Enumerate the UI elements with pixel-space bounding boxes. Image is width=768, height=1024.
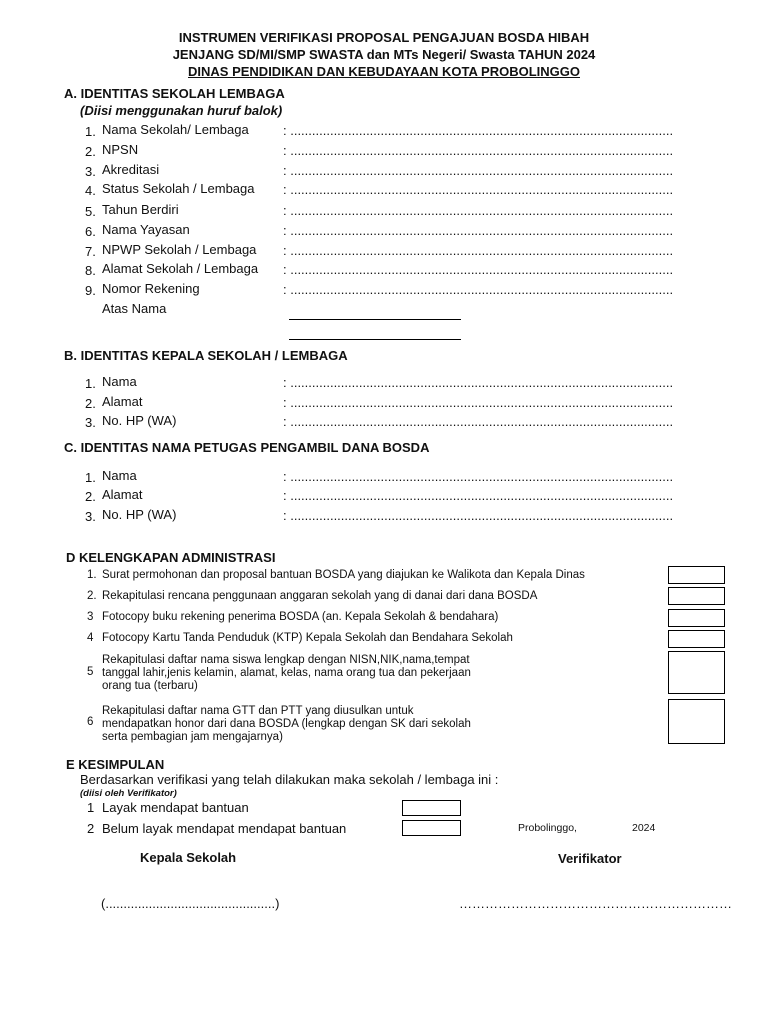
year-label: 2024 [632,822,656,834]
atas-nama-line-2[interactable] [289,339,461,340]
d-item-6-checkbox[interactable] [668,699,725,744]
d-item-5-checkbox[interactable] [668,651,725,694]
d-item-4-text: Fotocopy Kartu Tanda Penduduk (KTP) Kepala Sekolah dan Bendahara Sekolah [102,632,513,644]
a-item-2-field[interactable]: : .......................................................................................................... [283,143,674,158]
signature-left-title: Kepala Sekolah [140,850,237,865]
e-option-2-label: Belum layak mendapat mendapat bantuan [102,821,347,836]
a-item-8-num: 8. [85,263,96,278]
d-item-6-line-2: mendapatkan honor dari dana BOSDA (lengkap dengan SK dari sekolah [102,718,471,730]
section-a-note: (Diisi menggunakan huruf balok) [80,103,283,118]
a-item-2-num: 2. [85,144,96,159]
a-item-9-field[interactable]: : .......................................................................................................... [283,282,674,297]
a-item-5-field[interactable]: : .......................................................................................................... [283,203,674,218]
a-item-9-label: Nomor Rekening [102,281,200,296]
a-item-5-label: Tahun Berdiri [102,202,179,217]
d-item-3-checkbox[interactable] [668,609,725,627]
d-item-6-line-3: serta pembagian jam mengajarnya) [102,731,283,743]
b-item-1-num: 1. [85,376,96,391]
a-item-8-field[interactable]: : .......................................................................................................... [283,262,674,277]
title-line-3: DINAS PENDIDIKAN DAN KEBUDAYAAN KOTA PROBOLINGGO [188,64,580,79]
d-item-2-num: 2. [87,590,97,602]
e-option-1-checkbox[interactable] [402,800,461,816]
section-e-intro: Berdasarkan verifikasi yang telah dilakukan maka sekolah / lembaga ini : [80,772,499,787]
signature-left-line[interactable]: (...............................................) [101,896,280,911]
a-item-7-field[interactable]: : .......................................................................................................... [283,243,674,258]
c-item-3-field[interactable]: : .......................................................................................................... [283,508,674,523]
b-item-3-field[interactable]: : .......................................................................................................... [283,414,674,429]
title-line-1: INSTRUMEN VERIFIKASI PROPOSAL PENGAJUAN BOSDA HIBAH [178,30,590,45]
e-option-2-checkbox[interactable] [402,820,461,836]
d-item-6-num: 6 [87,716,94,728]
c-item-1-label: Nama [102,468,137,483]
a-item-1-num: 1. [85,124,96,139]
c-item-3-num: 3. [85,509,96,524]
d-item-6-line-1: Rekapitulasi daftar nama GTT dan PTT yang diusulkan untuk [102,705,414,717]
c-item-1-field[interactable]: : .......................................................................................................... [283,469,674,484]
e-option-1-num: 1 [87,800,95,815]
a-item-3-field[interactable]: : .......................................................................................................... [283,163,674,178]
a-item-3-num: 3. [85,164,96,179]
a-item-2-label: NPSN [102,142,139,157]
section-b-title: B. IDENTITAS KEPALA SEKOLAH / LEMBAGA [64,348,348,363]
a-item-4-field[interactable]: : .......................................................................................................... [283,182,674,197]
b-item-1-label: Nama [102,374,137,389]
d-item-1-num: 1. [87,569,97,581]
a-item-1-field[interactable]: : .......................................................................................................... [283,123,674,138]
d-item-5-line-3: orang tua (terbaru) [102,680,198,692]
d-item-1-text: Surat permohonan dan proposal bantuan BOSDA yang diajukan ke Walikota dan Kepala Dinas [102,569,585,581]
a-item-3-label: Akreditasi [102,162,160,177]
a-item-1-label: Nama Sekolah/ Lembaga [102,122,249,137]
e-option-1-label: Layak mendapat bantuan [102,800,249,815]
c-item-2-field[interactable]: : .......................................................................................................... [283,488,674,503]
b-item-2-label: Alamat [102,394,143,409]
a-item-9-num: 9. [85,283,96,298]
a-item-4-label: Status Sekolah / Lembaga [102,181,255,196]
title-line-2: JENJANG SD/MI/SMP SWASTA dan MTs Negeri/ Swasta TAHUN 2024 [172,47,596,62]
b-item-2-num: 2. [85,396,96,411]
d-item-2-checkbox[interactable] [668,587,725,605]
c-item-3-label: No. HP (WA) [102,507,177,522]
b-item-1-field[interactable]: : .......................................................................................................... [283,375,674,390]
d-item-3-num: 3 [87,611,94,623]
b-item-3-num: 3. [85,415,96,430]
section-a-title: A. IDENTITAS SEKOLAH LEMBAGA [64,86,285,101]
section-d-title: D KELENGKAPAN ADMINISTRASI [66,550,276,565]
place-label: Probolinggo, [518,822,577,834]
a-item-5-num: 5. [85,204,96,219]
section-e-note: (diisi oleh Verifikator) [80,788,177,799]
d-item-1-checkbox[interactable] [668,566,725,584]
d-item-2-text: Rekapitulasi rencana penggunaan anggaran sekolah yang di danai dari dana BOSDA [102,590,538,602]
section-c-title: C. IDENTITAS NAMA PETUGAS PENGAMBIL DANA BOSDA [64,440,430,455]
b-item-2-field[interactable]: : .......................................................................................................... [283,395,674,410]
d-item-5-num: 5 [87,666,94,678]
signature-right-title: Verifikator [558,851,622,866]
d-item-4-num: 4 [87,632,94,644]
section-e-title: E KESIMPULAN [66,757,165,772]
a-item-8-label: Alamat Sekolah / Lembaga [102,261,259,276]
atas-nama-label: Atas Nama [102,301,167,316]
a-item-6-num: 6. [85,224,96,239]
d-item-5-line-2: tanggal lahir,jenis kelamin, alamat, kelas, nama orang tua dan pekerjaan [102,667,471,679]
c-item-2-label: Alamat [102,487,143,502]
b-item-3-label: No. HP (WA) [102,413,177,428]
a-item-6-label: Nama Yayasan [102,222,190,237]
e-option-2-num: 2 [87,821,95,836]
d-item-3-text: Fotocopy buku rekening penerima BOSDA (an. Kepala Sekolah & bendahara) [102,611,499,623]
d-item-5-line-1: Rekapitulasi daftar nama siswa lengkap dengan NISN,NIK,nama,tempat [102,654,470,666]
a-item-6-field[interactable]: : .......................................................................................................... [283,223,674,238]
c-item-1-num: 1. [85,470,96,485]
c-item-2-num: 2. [85,489,96,504]
a-item-7-label: NPWP Sekolah / Lembaga [102,242,257,257]
a-item-4-num: 4. [85,183,96,198]
a-item-7-num: 7. [85,244,96,259]
signature-right-line[interactable]: ……………………………………………………… [459,896,732,911]
d-item-4-checkbox[interactable] [668,630,725,648]
atas-nama-line-1[interactable] [289,319,461,320]
